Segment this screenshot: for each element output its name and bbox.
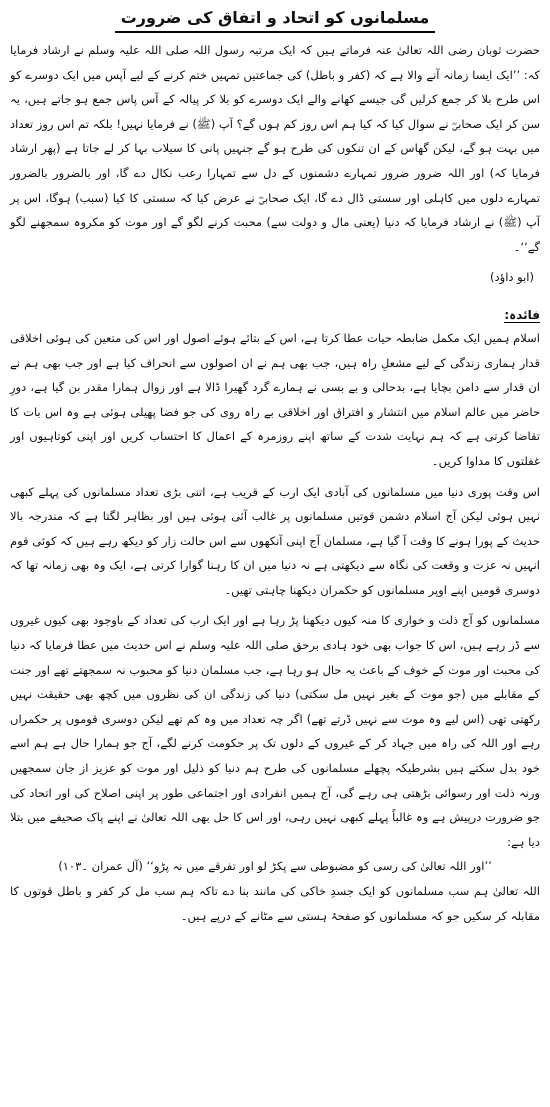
article-title: مسلمانوں کو اتحاد و اتفاق کی ضرورت: [115, 6, 436, 33]
closing-paragraph: اللہ تعالیٰ ہم سب مسلمانوں کو ایک جسدِ خاکی کی مانند بنا دے تاکہ ہم سب مل کر کفر و باطل قوتوں کا مقابلہ کر سکیں جو کہ مسلمانوں کو صفحۂ ہستی سے مٹانے کے درپے ہیں۔: [10, 884, 540, 923]
faida-paragraph-2: اس وقت پوری دنیا میں مسلمانوں کی آبادی ایک ارب کے قریب ہے، اتنی بڑی تعداد مسلمانوں کی پہلے کبھی نہیں ہوئی لیکن آج اسلام دشمن قوتیں مسلمانوں پر غالب آئی ہوئی ہیں اور بظاہر لگتا ہے کہ مندرجہ بالا حدیث کے پورا ہونے کا وقت آ گیا ہے، مسلمان آج اپنی آنکھوں سے اس حالت زار کو دیکھ رہے ہیں کہ کوئی قوم انہیں نہ عزت و وقعت کی نگاہ سے دیکھتی ہے نہ دنیا میں ان کا رہنا گوارا کرتی ہے، ایک وہ بھی زمانہ تھا کہ دوسری قومیں اپنے اوپر مسلمانوں کو حکمران دیکھنا چاہتی تھیں۔: [10, 484, 540, 597]
faida-paragraph-3: مسلمانوں کو آج ذلت و خواری کا منہ کیوں دیکھنا پڑ رہا ہے اور ایک ارب کی تعداد کے باوجود بھی کیوں غیروں سے ڈر رہے ہیں، اس کا جواب بھی خود ہادی برحق صلی اللہ علیہ وسلم نے اس حدیث میں عطا فرمایا کہ دنیا کی محبت اور موت کے خوف کے باعث یہ حال ہو رہا ہے، جب مسلمان دنیا کو محبوب نہ سمجھتے تھے اور جنت کے مقابلے میں (جو موت کے بغیر نہیں مل سکتی) دنیا کی زندگی ان کی نظروں میں کچھ بھی حقیقت نہیں رکھتی تھی (اس لیے وہ موت سے نہیں ڈرتے تھے) اگر چہ تعداد میں وہ کم تھے لیکن دوسری قوموں پر حکمراں رہے اور اللہ کی راہ میں جہاد کر کے غیروں کے دلوں تک پر حکومت کرنے لگے، آج جو ہمارا حال ہے ہم اسے خود بدل سکتے ہیں بشرطیکہ پچھلے مسلمانوں کی طرح ہم دنیا کو ذلیل اور موت کو عزیز از جان سمجھیں ورنہ ذلت اور رسوائی بڑھتی ہی رہے گی، آج ہمیں انفرادی اور اجتماعی طور پر اپنی اصلاح کی اور اتحاد کی جو ضرورت درپیش ہے وہ غالباً پہلے کبھی نہیں رہی، اور اس کا حل بھی اللہ تعالیٰ نے اپنے پاک صحیفے میں بتلا دیا ہے:: [10, 613, 540, 849]
article: [10, 6, 540, 928]
quran-quote: ’’اور اللہ تعالیٰ کی رسی کو مضبوطی سے پکڑ لو اور تفرقے میں نہ پڑو‘‘ (آل عمران ۔۱۰۳): [58, 859, 492, 874]
title-container: [10, 6, 540, 38]
hadith-paragraph: حضرت ثوبان رضی اللہ تعالیٰ عنہ فرماتے ہیں کہ ایک مرتبہ رسول اللہ صلی اللہ علیہ وسلم نے ارشاد فرمایا کہ: ’’ایک ایسا زمانہ آنے والا ہے کہ (کفر و باطل) کی جماعتیں تمہیں ختم کرنے کے لیے آپس میں ایک دوسرے کو اس طرح بلا کر جمع کرلیں گی جیسے کھانے والے ایک دوسرے کو بلا کر پیالہ کے آس پاس جمع ہو جاتے ہیں، یہ سن کر ایک صحابیؓ نے سوال کیا کہ کیا ہم اس روز کم ہوں گے؟ آپ (ﷺ) نے فرمایا نہیں! بلکہ تم اس روز تعداد میں بہت ہو گے، لیکن گھاس کے ان تنکوں کی طرح ہو گے جنہیں پانی کا سیلاب بہا کر لے جاتا ہے (پھر ارشاد فرمایا کہ) اور اللہ ضرور ضرور تمہارے دشمنوں کے دل سے تمہارا رعب نکال دے گا، اور بالضرور بالضرور تمہارے دلوں میں کاہلی اور سستی ڈال دے گا، ایک صحابیؓ نے عرض کیا کہ سستی کا کیا (سبب) ہوگا، اس پر آپ (ﷺ) نے ارشاد فرمایا کہ دنیا (یعنی مال و دولت سے) محبت کرنے لگو گے اور موت کو مکروہ سمجھنے لگو گے‘‘۔: [10, 43, 540, 254]
faida-heading-label: فائدہ:: [504, 307, 540, 322]
faida-paragraph-1: اسلام ہمیں ایک مکمل ضابطہ حیات عطا کرتا ہے، اس کے بتائے ہوئے اصول اور اس کی متعین کی ہوئی اخلاقی قدار ہماری زندگی کے لیے مشعلِ راہ ہیں، جب بھی ہم نے ان اصولوں سے انحراف کیا ہے اور جب بھی ہم نے ان قدار سے دامن بچایا ہے، بدحالی و بے بسی نے ہمارے گرد گھیرا ڈالا ہے اور زوال ہمارا مقدر بن گیا ہے، دورِ حاضر میں عالم اسلام میں انتشار و افتراق اور اخلاقی بے راہ روی کی جو فضا پھیلی ہوئی ہے وہ اس بات کا تقاضا کرتی ہے کہ ہم نہایت شدت کے ساتھ اپنے روزمرہ کے اعمال کا احتساب کریں اور اپنی کوتاہیوں اور غفلتوں کا مداوا کریں۔: [10, 330, 540, 468]
hadith-reference: (ابو داؤد): [490, 270, 534, 285]
faida-heading: [10, 304, 540, 326]
